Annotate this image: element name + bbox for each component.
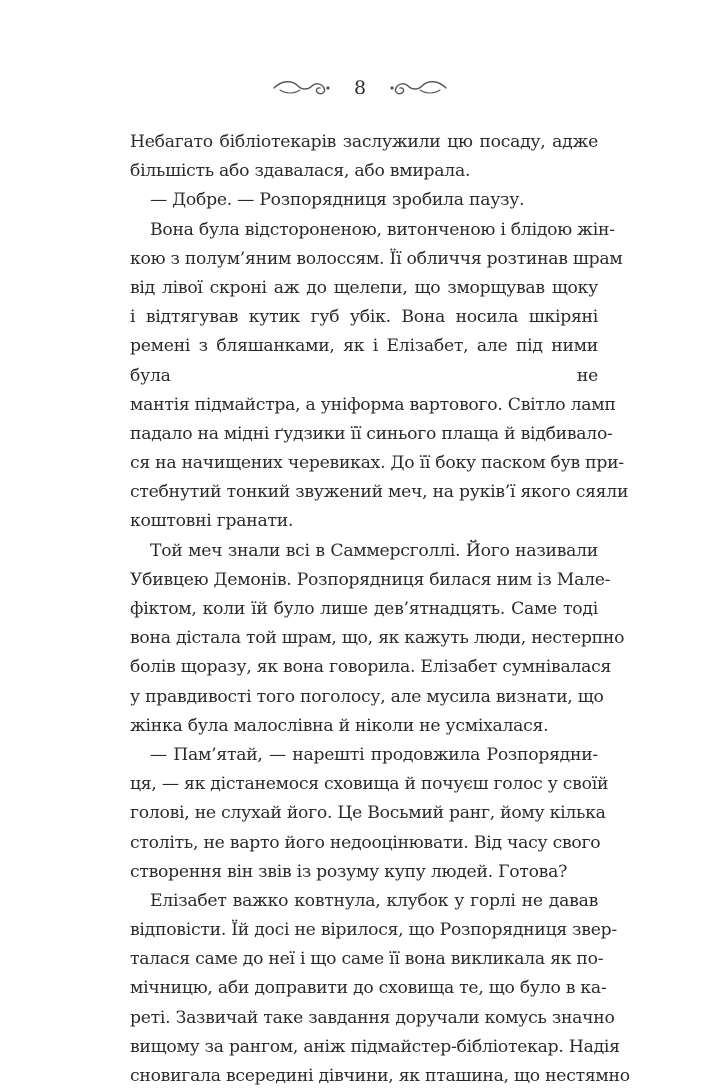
text-line: фіктом, коли їй було лише дев’ятнадцять. Саме тоді xyxy=(130,599,598,620)
text-line: коштовні гранати. xyxy=(130,511,294,532)
text-line: століть, не варто його недооцінювати. Від часу свого xyxy=(130,832,601,853)
flourish-ornament-right-icon xyxy=(388,76,448,100)
text-line: Елізабет важко ковтнула, клубок у горлі не давав xyxy=(150,890,598,911)
text-line: у правдивості того поголосу, але мусила визнати, що xyxy=(130,686,604,707)
text-line: Вона була відстороненою, витонченою і блідою жін- xyxy=(150,219,615,240)
text-line: більшість або здавалася, або вмирала. xyxy=(130,161,471,182)
text-line: сновигала всередині дівчини, як пташина, що нестямно xyxy=(130,1066,630,1087)
text-line: — Пам’ятай, — нарешті продовжила Розпорядни- xyxy=(150,744,598,765)
page-number: 8 xyxy=(353,77,367,99)
text-line: вона дістала той шрам, що, як кажуть люди, нестерпно xyxy=(130,628,625,649)
text-line: талася саме до неї і що саме її вона викликала як по- xyxy=(130,949,604,970)
text-line: мантія підмайстра, а уніформа вартового. Світло ламп xyxy=(130,394,616,415)
text-line: жінка була малослівна й ніколи не усміхалася. xyxy=(130,715,549,736)
text-line: від лівої скроні аж до щелепи, що зморщував щоку xyxy=(130,277,598,298)
flourish-ornament-left-icon xyxy=(272,76,332,100)
text-line: болів щоразу, як вона говорила. Елізабет сумнівалася xyxy=(130,657,612,678)
text-line: вищому за рангом, аніж підмайстер-бібліотекар. Надія xyxy=(130,1036,620,1057)
text-line: Убивцею Демонів. Розпорядниця билася ним із Мале- xyxy=(130,569,611,590)
text-line: Той меч знали всі в Саммерсголлі. Його називали xyxy=(150,540,598,561)
text-line: і відтягував кутик губ убік. Вона носила шкіряні ремені з бляшанками, як і Елізабет, але під ними була не xyxy=(130,307,598,386)
body-text xyxy=(130,128,630,1091)
text-line: створення він звів із розуму купу людей. Готова? xyxy=(130,861,568,882)
text-line: голові, не слухай його. Це Восьмий ранг, йому кілька xyxy=(130,803,606,824)
text-line: кою з полум’яним волоссям. Її обличчя розтинав шрам xyxy=(130,248,623,269)
text-line: стебнутий тонкий звужений меч, на руків’ї якого сяяли xyxy=(130,482,629,503)
text-line: реті. Зазвичай таке завдання доручали комусь значно xyxy=(130,1007,615,1028)
text-line: мічницю, аби доправити до сховища те, що було в ка- xyxy=(130,978,607,999)
text-line: Небагато бібліотекарів заслужили цю посаду, адже xyxy=(130,132,598,152)
text-line: — Добре. — Розпорядниця зробила паузу. xyxy=(150,190,525,211)
text-line: падало на мідні ґудзики її синього плаща й відбивало- xyxy=(130,423,613,444)
text-line: відповісти. Їй досі не вірилося, що Розпорядниця звер- xyxy=(130,920,617,941)
text-line: ця, — як дістанемося сховища й почуєш голос у своїй xyxy=(130,774,609,795)
text-line: ся на начищених черевиках. До її боку паском був при- xyxy=(130,453,624,474)
page-header xyxy=(0,68,720,108)
